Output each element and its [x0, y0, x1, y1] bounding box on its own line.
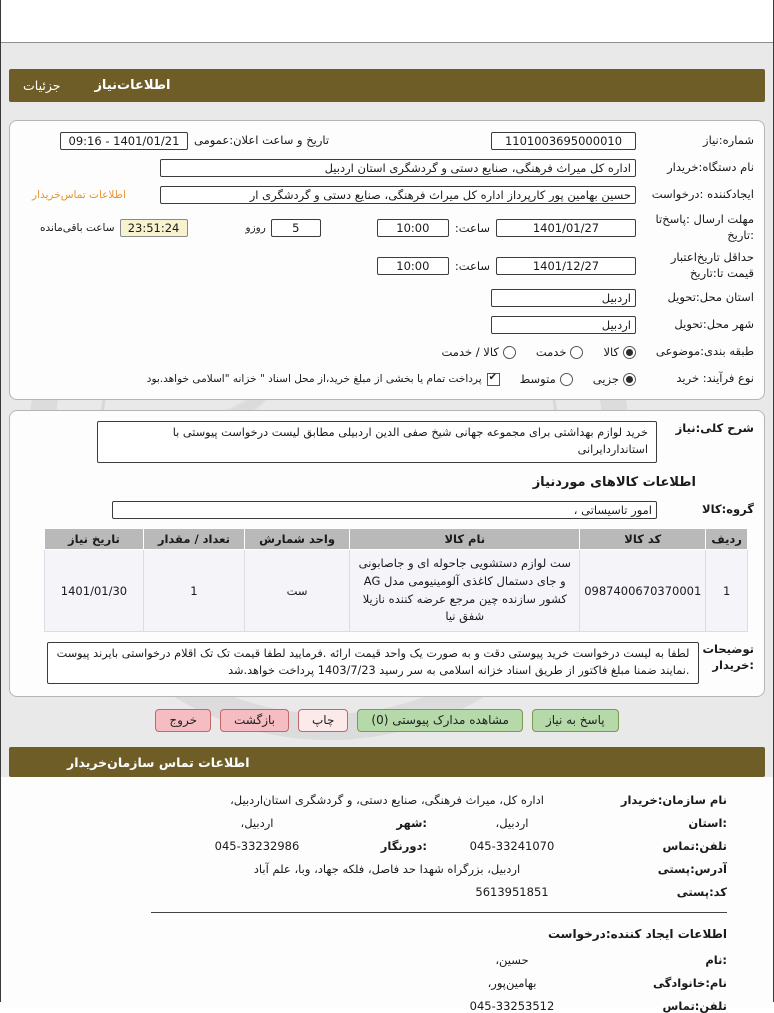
view-attachments-button[interactable]: مشاهده مدارک پیوستی (0) — [357, 709, 523, 732]
creator-name-label: :نام — [705, 953, 727, 968]
creator-name-row — [1, 953, 773, 967]
process-option-medium — [520, 372, 573, 386]
postal-code-label: کد:پستی — [676, 885, 727, 900]
treasury-checkbox[interactable] — [487, 373, 500, 386]
goods-group-field[interactable]: امور تاسیساتی ، — [112, 501, 657, 519]
goods-group-label: گروه:کالا — [702, 502, 754, 517]
need-number-field[interactable]: 1101003695000010 — [491, 132, 636, 150]
buyer-contact-section — [1, 777, 773, 1013]
category-option-goods — [603, 345, 636, 359]
deadline-date-field[interactable]: 1401/01/27 — [496, 219, 636, 237]
goods-radio-label: کالا — [603, 345, 619, 360]
remaining-hours-label: ساعت باقی‌مانده — [39, 221, 115, 234]
org-name-value: اداره کل، میراث فرهنگی، صنایع دستی، و گردشگری استان‌اردبیل، — [230, 793, 544, 808]
postal-code-value: 5613951851 — [475, 885, 549, 900]
cell-qty: 1 — [143, 549, 244, 631]
minor-radio[interactable] — [623, 373, 636, 386]
price-validity-row — [20, 250, 754, 281]
action-buttons — [1, 709, 773, 732]
buyer-org-field[interactable]: اداره کل میراث فرهنگی، صنایع دستی و گردشگری استان اردبیل — [160, 159, 636, 177]
cell-code: 0987400670370001 — [580, 549, 706, 631]
cell-date: 1401/01/30 — [45, 549, 144, 631]
address-row — [1, 862, 773, 876]
col-date: تاریخ نیاز — [45, 528, 144, 549]
delivery-city-label: شهر محل:تحویل — [674, 317, 754, 332]
province-label: :استان — [688, 816, 727, 831]
buyer-contact-link[interactable]: اطلاعات تماس‌خریدار — [32, 189, 126, 201]
phone-fax-row — [1, 839, 773, 853]
need-description-box[interactable]: خرید لوازم بهداشتی برای مجموعه جهانی شیخ صفی الدین اردبیلی مطابق لیست درخواست پیوستی با استانداردایرانی — [97, 421, 657, 463]
org-name-label: نام سازمان:خریدار — [620, 793, 727, 808]
phone-label: تلفن:تماس — [662, 839, 727, 854]
tab-need-info[interactable]: اطلاعات‌نیاز — [94, 78, 171, 93]
medium-radio-label: متوسط — [519, 372, 556, 387]
goods-service-radio[interactable] — [503, 346, 516, 359]
city-label: :شهر — [396, 816, 427, 831]
response-deadline-row — [20, 212, 754, 243]
col-code: کد کالا — [580, 528, 706, 549]
col-row: ردیف — [706, 528, 748, 549]
subject-category-row — [20, 342, 754, 362]
province-city-row — [1, 816, 773, 830]
goods-radio[interactable] — [623, 346, 636, 359]
creator-family-label: نام:خانوادگی — [653, 976, 727, 991]
goods-service-radio-label: کالا / خدمت — [441, 345, 499, 360]
announce-datetime-field[interactable]: 09:16 - 1401/01/21 — [60, 132, 188, 150]
days-label: روزو — [245, 221, 266, 234]
request-creator-field[interactable]: حسین بهامین پور کارپرداز اداره کل میراث فرهنگی، صنایع دستی و گردشگری ار — [160, 186, 636, 204]
purchase-process-row — [20, 369, 754, 389]
deadline-hour-label: ساعت: — [454, 220, 490, 235]
need-description-row — [20, 421, 754, 463]
section-divider — [151, 912, 727, 913]
buyer-notes-row — [20, 642, 754, 684]
buyer-contact-bar-title: اطلاعات تماس سازمان‌خریدار — [67, 754, 250, 770]
countdown-timer: 23:51:24 — [120, 219, 188, 237]
items-table — [44, 528, 748, 632]
minor-radio-label: جزیی — [592, 372, 619, 387]
fax-value: 045-33232986 — [214, 839, 300, 854]
buyer-notes-box[interactable]: لطفا به لیست درخواست خرید پیوستی دقت و به صورت یک واحد قیمت ارائه .فرمایید لطفا قیمت تک تک اقلام درخواستی بایرند پیوست .نمایند ضمنا مبلغ فاکتور از طریق اسناد خزانه اسلامی به سر رسید 1403/7/23 پرداخت خواهد.شد — [47, 642, 699, 684]
buyer-notes-label: توضیحات :خریدار — [702, 642, 754, 672]
org-name-row — [1, 793, 773, 807]
delivery-city-row — [20, 315, 754, 335]
need-number-row — [20, 131, 754, 151]
category-option-goods-service — [442, 345, 516, 359]
need-number-label: شماره:نیاز — [703, 133, 754, 148]
request-creator-row — [20, 185, 754, 205]
cell-name: ست لوازم دستشویی جاحوله ای و جاصابونی و جای دستمال کاغذی آلومینیومی مدل AG کشور سازنده چین مرجع عرضه کننده نازیلا شفق نیا — [350, 549, 580, 631]
delivery-province-label: استان محل:تحویل — [667, 290, 754, 305]
category-option-service — [536, 345, 584, 359]
deadline-time-field[interactable]: 10:00 — [377, 219, 449, 237]
creator-phone-label: تلفن:تماس — [662, 999, 727, 1013]
province-value: اردبیل، — [495, 816, 529, 831]
validity-date-field[interactable]: 1401/12/27 — [496, 257, 636, 275]
tabs-bar — [9, 69, 765, 102]
request-creator-label: ایجادکننده :درخواست — [651, 187, 754, 202]
col-unit: واحد شمارش — [244, 528, 349, 549]
cell-row: 1 — [706, 549, 748, 631]
service-radio-label: خدمت — [535, 345, 567, 360]
need-info-panel — [9, 120, 765, 400]
col-qty: تعداد / مقدار — [143, 528, 244, 549]
creator-family-value: بهامین‌پور، — [487, 976, 537, 991]
col-name: نام کالا — [350, 528, 580, 549]
buyer-contact-bar — [9, 747, 765, 777]
creator-family-row — [1, 976, 773, 990]
announce-label: تاریخ و ساعت اعلان:عمومی — [194, 133, 330, 148]
buyer-org-label: نام دستگاه:خریدار — [667, 160, 754, 175]
delivery-province-field[interactable]: اردبیل — [491, 289, 636, 307]
response-deadline-label: مهلت ارسال :پاسخ‌تا :تاریخ — [655, 212, 754, 242]
creator-name-value: حسین، — [495, 953, 529, 968]
back-button[interactable]: بازگشت — [220, 709, 289, 732]
treasury-checkbox-label: پرداخت تمام یا بخشی از مبلغ خرید،از محل اسناد " خزانه "اسلامی خواهد.بود — [146, 373, 482, 386]
creator-phone-value: 045-33253512 — [469, 999, 555, 1013]
creator-phone-row — [1, 999, 773, 1013]
table-row — [45, 549, 748, 631]
tab-details[interactable]: جزئیات — [23, 78, 61, 93]
remaining-days-field[interactable]: 5 — [271, 219, 321, 237]
delivery-city-field[interactable]: اردبیل — [491, 316, 636, 334]
answer-need-button[interactable]: پاسخ به نیاز — [532, 709, 619, 732]
address-value: اردبیل، بزرگراه شهدا حد فاصل، فلکه جهاد، وبا، علم آباد — [253, 862, 521, 877]
validity-time-field[interactable]: 10:00 — [377, 257, 449, 275]
need-detail-panel — [9, 410, 765, 697]
exit-button[interactable]: خروج — [155, 709, 211, 732]
price-validity-label: حداقل تاریخ‌اعتبار قیمت تا:تاریخ — [670, 250, 754, 280]
validity-hour-label: ساعت: — [454, 258, 490, 273]
print-button[interactable]: چاپ — [298, 709, 348, 732]
fax-label: :دورنگار — [380, 839, 427, 854]
top-strip — [1, 0, 773, 43]
items-section-title: اطلاعات کالاهای موردنیاز — [532, 474, 696, 490]
service-radio[interactable] — [570, 346, 583, 359]
process-option-minor — [593, 372, 636, 386]
address-label: آدرس:پستی — [657, 862, 727, 877]
city-value: اردبیل، — [240, 816, 274, 831]
cell-unit: ست — [244, 549, 349, 631]
goods-group-row — [20, 500, 754, 520]
subject-category-label: طبقه بندی:موضوعی — [655, 344, 754, 359]
phone-value: 045-33241070 — [469, 839, 555, 854]
postal-code-row — [1, 885, 773, 899]
creator-section-title: اطلاعات ایجاد کننده:درخواست — [547, 927, 727, 942]
items-table-header-row — [45, 528, 748, 549]
need-description-label: شرح کلی:نیاز — [675, 421, 754, 436]
buyer-org-row — [20, 158, 754, 178]
medium-radio[interactable] — [560, 373, 573, 386]
delivery-province-row — [20, 288, 754, 308]
purchase-process-label: نوع فرآیند: خرید — [676, 371, 754, 386]
